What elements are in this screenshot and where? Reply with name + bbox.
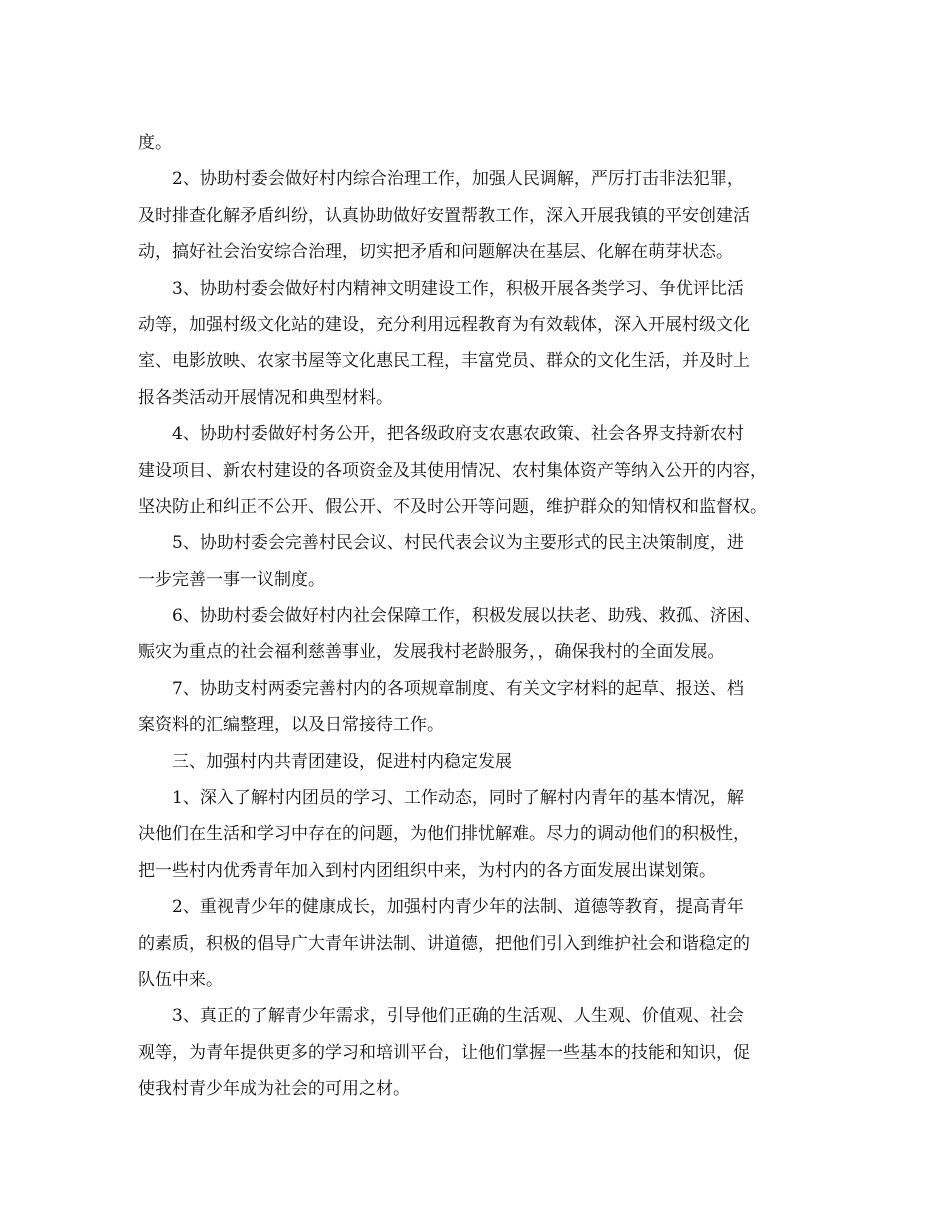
- text-line: 案资料的汇编整理，以及日常接待工作。: [138, 715, 444, 736]
- text-line: 6、协助村委会做好村内社会保障工作，积极发展以扶老、助残、救孤、济困、: [172, 606, 761, 627]
- text-line: 的素质，积极的倡导广大青年讲法制、讲道德，把他们引入到维护社会和谐稳定的: [138, 933, 750, 954]
- text-line: 5、协助村委会完善村民会议、村民代表会议为主要形式的民主决策制度，进: [172, 533, 744, 554]
- text-line: 决他们在生活和学习中存在的问题，为他们排忧解难。尽力的调动他们的积极性，: [138, 824, 750, 845]
- text-line: 一步完善一事一议制度。: [138, 569, 325, 590]
- text-line: 动，搞好社会治安综合治理，切实把矛盾和问题解决在基层、化解在萌芽状态。: [138, 242, 733, 263]
- text-line: 队伍中来。: [138, 969, 223, 990]
- text-line: 2、重视青少年的健康成长，加强村内青少年的法制、道德等教育，提高青年: [172, 897, 744, 918]
- text-line: 3、协助村委会做好村内精神文明建设工作，积极开展各类学习、争优评比活: [172, 278, 744, 299]
- text-line: 4、协助村委做好村务公开，把各级政府支农惠农政策、社会各界支持新农村: [172, 424, 744, 445]
- text-line: 报各类活动开展情况和典型材料。: [138, 387, 393, 408]
- document-body: [138, 125, 828, 1108]
- text-line: 建设项目、新农村建设的各项资金及其使用情况、农村集体资产等纳入公开的内容，: [138, 460, 767, 481]
- text-line: 赈灾为重点的社会福利慈善事业，发展我村老龄服务，，确保我村的全面发展。: [138, 642, 725, 663]
- text-line: 动等，加强村级文化站的建设，充分利用远程教育为有效载体，深入开展村级文化: [138, 314, 750, 335]
- text-line: 1、深入了解村内团员的学习、工作动态，同时了解村内青年的基本情况，解: [172, 788, 744, 809]
- text-line: 及时排查化解矛盾纠纷，认真协助做好安置帮教工作，深入开展我镇的平安创建活: [138, 205, 750, 226]
- text-line: 7、协助支村两委完善村内的各项规章制度、有关文字材料的起草、报送、档: [172, 678, 744, 699]
- text-line: 把一些村内优秀青年加入到村内团组织中来，为村内的各方面发展出谋划策。: [138, 860, 716, 881]
- text-line: 度。: [138, 133, 172, 153]
- text-line: 观等，为青年提供更多的学习和培训平台，让他们掌握一些基本的技能和知识，促: [138, 1042, 750, 1063]
- text-line: 使我村青少年成为社会的可用之材。: [138, 1079, 410, 1100]
- text-line: 三、加强村内共青团建设，促进村内稳定发展: [172, 751, 512, 772]
- text-line: 2、协助村委会做好村内综合治理工作，加强人民调解，严厉打击非法犯罪，: [172, 169, 744, 190]
- text-line: 3、真正的了解青少年需求，引导他们正确的生活观、人生观、价值观、社会: [172, 1006, 744, 1027]
- text-line: 坚决防止和纠正不公开、假公开、不及时公开等问题，维护群众的知情权和监督权。: [138, 496, 767, 517]
- text-line: 室、电影放映、农家书屋等文化惠民工程，丰富党员、群众的文化生活，并及时上: [138, 351, 750, 372]
